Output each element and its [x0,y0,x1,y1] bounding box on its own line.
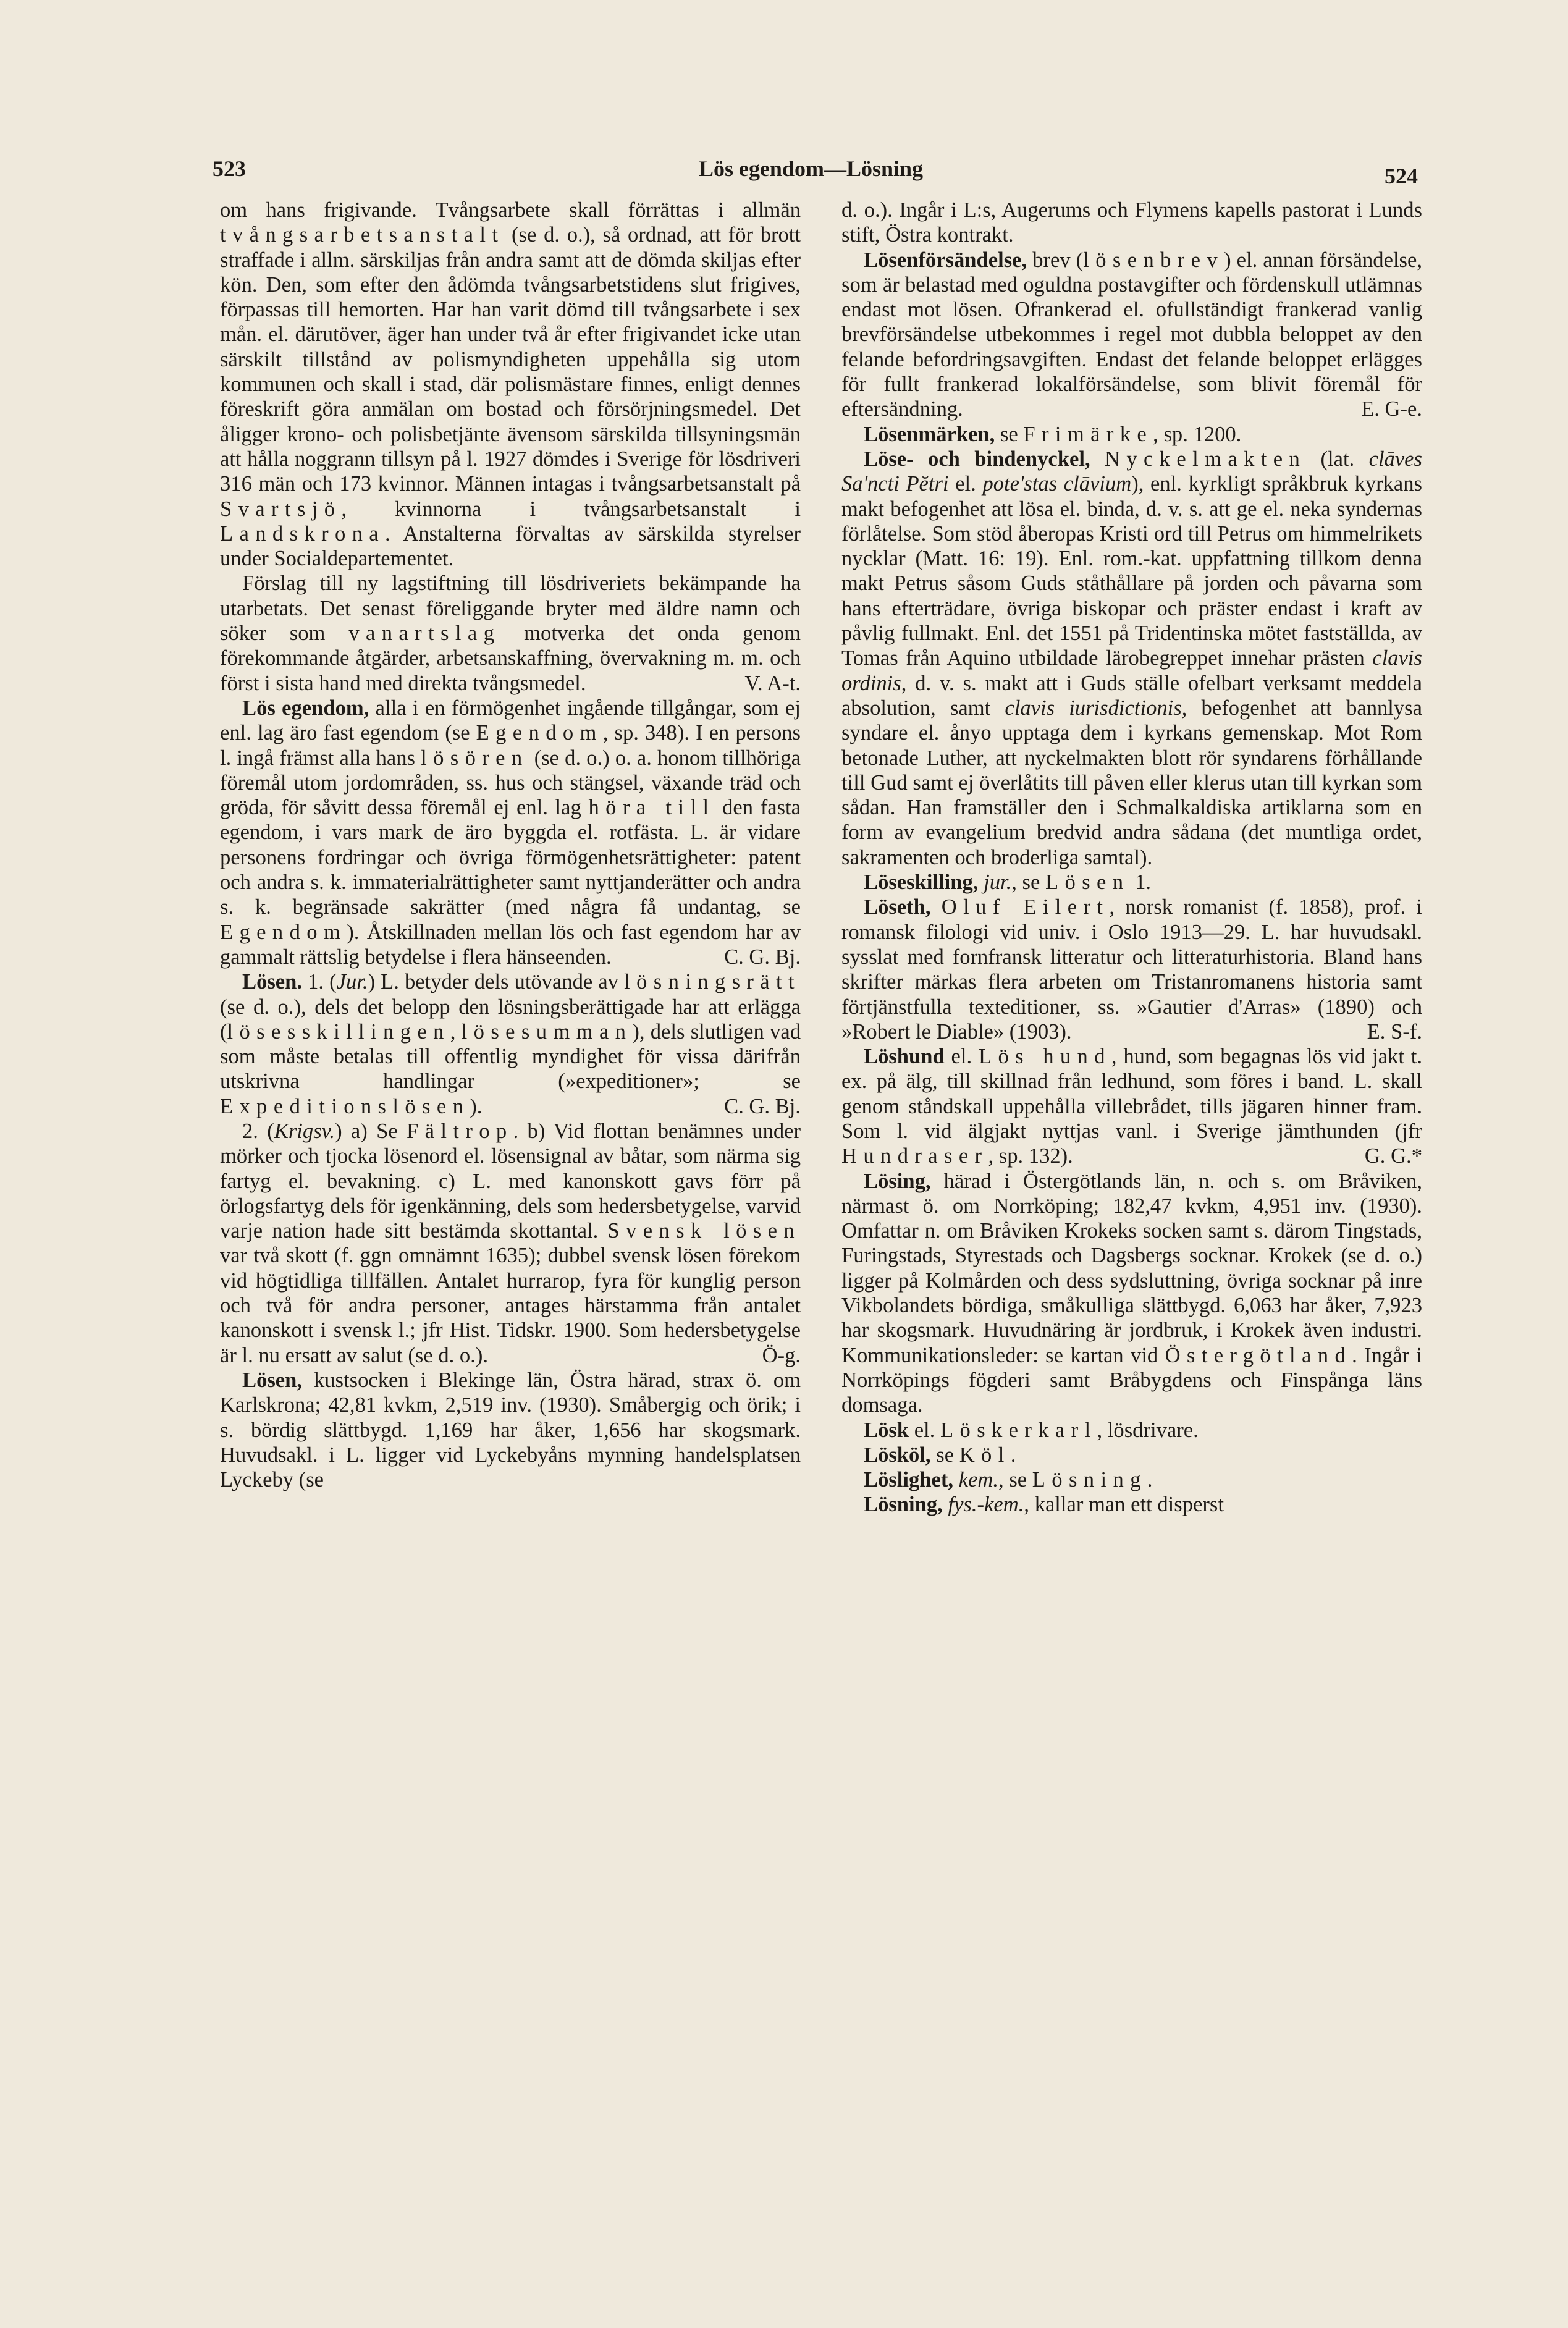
dictionary-entry [220,1368,801,1492]
entry-text: härad i Östergötlands län, n. och s. om Bråviken, närmast ö. om Norrköping; 182,47 kvkm, 4,951 inv. (1930). Omfattar n. om Bråviken Krokeks socken samt s. därom Tingstads, Furingstads, Styrestads och Dagsbergs socknar. Krokek (se d. o.) ligger på Kolmården och dess sydsluttning, övriga socknar på inre Vikbolandets bördiga, småkulliga slättbygd. 6,063 har åker, 7,923 har skogsmark. Huvudnäring är jordbruk, i Krokek även industri. Kommunikationsleder: se kartan vid [841,1169,1422,1367]
spaced-text: Svartsjö [220,497,342,521]
spaced-text: Frimärke [1023,422,1153,446]
spaced-text: vanartslag [348,622,501,646]
spaced-text: Egendom [220,920,347,944]
author-signature: E. G-e. [1361,397,1422,421]
page-header-title: Lös egendom—Lösning [698,156,924,181]
author-signature: C. G. Bj. [724,1094,801,1118]
spaced-text: lösesskillingen [227,1019,450,1044]
entry-text: motverka det onda genom förekommande åtgärder, arbetsanskaffning, övervakning m. m. och först i sista hand med direkta tvångsmedel. [220,622,801,695]
entry-text: ). [470,1094,483,1118]
dictionary-entry [841,198,1422,248]
entry-text: , se [1011,871,1046,895]
spaced-text: Fältrop [407,1119,513,1143]
spaced-text: Oluf Eilert [941,895,1110,919]
dictionary-entry [841,1169,1422,1418]
entry-headword: Lösk [864,1418,909,1442]
entry-headword: Lösen. [242,970,303,994]
entry-text [953,1468,959,1491]
spaced-text: tvångsarbetsanstalt [220,223,505,247]
entry-text: , norsk romanist (f. 1858), prof. i romansk filologi vid univ. i Oslo 1913—29. L. har huvudsakl. sysslat med fornfransk litteratur och litteraturhistoria. Bland hans skrifter märkas flera arbeten om Tristanromanens historia samt förtjänstfulla texteditioner, ss. »Gautier d'Arras» (1890) och »Robert le Diable» (1903). [841,895,1422,1044]
dictionary-entry [220,696,801,969]
entry-text: 1. ( [302,970,337,994]
entry-text: ) el. annan försändelse, som är belastad med oguldna postavgifter och fördenskull utlämnas endast mot lösen. Ofrankerad el. ofullständigt frankerad vanlig brevförsändelse utbekommes i regel mot dubbla beloppet av den felande befordringsavgiften. Endast det felande beloppet erlägges för fullt frankerad lokalförsändelse, som blivit föremål för eftersändning. [841,248,1423,421]
spaced-text: Svensk lösen [607,1219,801,1243]
spaced-text: höra till [588,796,715,820]
dictionary-entry [841,870,1422,895]
italic-text: jur. [984,871,1012,895]
entry-headword: Löslighet, [864,1468,954,1492]
dictionary-entry [220,969,801,1119]
dictionary-entry [841,422,1422,447]
entry-text: ) a) Se [335,1119,407,1143]
page-number-right: 524 [1385,164,1418,188]
entry-text: ), dels slutligen vad som måste betalas till offentlig myndighet för vissa därifrån utskrivna handlingar (»expeditioner»; se [220,1019,801,1094]
entry-text: , hund, som begagnas lös vid jakt t. ex. på älg, till skillnad från ledhund, som föres i band. L. skall genom ståndskall uppehålla villebrådet, tills jägaren hinner fram. Som l. vid älgjakt nyttjas vanl. i Sverige jämthunden (jfr [841,1045,1422,1143]
spaced-text: lösesumman [461,1019,633,1044]
italic-text: kem. [958,1468,999,1492]
spaced-text: Hundraser [841,1144,988,1168]
author-signature: Ö-g. [762,1343,801,1367]
entry-headword: Löseth, [864,895,931,919]
entry-text: (se d. o.) o. a. honom tillhöriga föremål utom jordområden, ss. hus och stängsel, växande träd och gröda, för såvitt dessa föremål ej enl. lag [220,746,801,820]
entry-text: . Anstalterna förvaltas av särskilda styrelser under Socialdepartementet. [220,521,801,571]
entry-text: ) L. betyder dels utövande av [368,970,625,994]
entry-headword: Lösen, [242,1368,303,1392]
entry-text [978,871,984,894]
entry-headword: Löseskilling, [864,871,979,895]
entry-text: (se d. o.), så ordnad, att för brott straffade i allm. särskiljas från andra samt att de dömda skiljas efter kön. Den, som efter den ådömda tvångsarbetstidens slut frigives, förpassas till hemorten. Har han varit dömd till tvångsarbete i sex mån. el. därutöver, äger han under två år efter frigivandet icke utan särskilt tillstånd av polismyndigheten uppehålla sig utom kommunen och skall i stad, där polismästare finnes, enligt dennes föreskrift göra anmälan om bostad och försörjningsmedel. Det åligger krono- och polisbetjänte ävensom särskilda tillsyningsmän att hålla noggrann tillsyn på l. 1927 dömdes i Sverige för lösdriveri 316 män och 173 kvinnor. Männen intagas i tvångsarbetsanstalt på [220,223,801,496]
spaced-text: Lös hund [978,1045,1111,1069]
entry-headword: Lösenmärken, [864,422,995,446]
entry-text: . b) Vid flottan benämnes under mörker och tjocka lösenord el. lösensignal av båtar, som närma sig fartyg el. bevakning. c) L. med kanonskott gavs förr på örlogsfartyg dels för igenkänning, dels som hedersbetygelse, varvid varje nation hade sitt bestämda skottantal. [220,1119,801,1243]
entry-text: se [995,422,1024,446]
entry-text: 1. [1129,871,1151,895]
entry-text: , [450,1019,462,1044]
entry-text: , sp. 132). [988,1144,1073,1168]
entry-text: el. [948,472,983,496]
dictionary-entry [841,1418,1422,1443]
entry-text: . Ingår i Norrköpings fögderi samt Bråbygdens och Finspånga läns domsaga. [841,1343,1423,1417]
entry-text: ). Åtskillnaden mellan lös och fast egendom har av gammalt rättslig betydelse i flera hänseenden. [220,920,801,969]
entry-text: var två skott (f. ggn omnämnt 1635); dubbel svensk lösen förekom vid högtidliga tillfällen. Antalet hurrarop, fyra för kunglig person och två för andra personer, antages härstamma från antalet kanonskott i svensk l.; jfr Hist. Tidskr. 1900. Som hedersbetygelse är l. nu ersatt av salut (se d. o.). [220,1244,801,1367]
entry-text: (se d. o.), dels det belopp den lösningsberättigade har att erlägga ( [220,995,801,1044]
entry-headword: Lösning, [864,1493,943,1517]
dictionary-entry [841,1443,1422,1467]
entry-text: kustsocken i Blekinge län, Östra härad, strax ö. om Karlskrona; 42,81 kvkm, 2,519 inv. (1930). Småbergig och örik; i s. bördig slättbygd. 1,169 har åker, 1,656 har skogsmark. Huvudsakl. i L. ligger vid Lyckebyåns mynning handelsplatsen Lyckeby (se [220,1368,801,1492]
spaced-text: Expeditionslösen [220,1094,470,1118]
entry-headword: Lös egendom, [242,696,369,720]
spaced-text: Lösen [1045,871,1130,895]
entry-text: , kvinnorna i tvångsarbetsanstalt i [341,497,801,521]
entry-text: den fasta egendom, i vars mark de äro byggda el. rotfästa. L. är vidare personens fordringar och övriga förmögenhetsrättigheter: patent och andra s. k. immaterialrättigheter samt nyttjanderätter och andra s. k. begränsade sakrätter (med några få undantag, se [220,796,801,919]
left-column [220,198,801,1492]
entry-text: d. o.). Ingår i L:s, Augerums och Flymens kapells pastorat i Lunds stift, Östra kontrakt. [841,198,1422,247]
dictionary-entry [841,1492,1422,1517]
entry-text [1090,447,1105,471]
italic-text: clavis ordinis [841,646,1422,695]
italic-text: pote'stas clāvium [982,472,1132,496]
entry-text: , sp. 348). I en persons l. ingå främst alla hans [220,721,801,770]
entry-text: ), enl. kyrkligt språkbruk kyrkans makt befogenhet att lösa el. binda, d. v. s. att ge el. neka syndernas förlåtelse. Som stöd åberopas Kristi ord till Petrus om himmelrikets nycklar (Matt. 16: 19). Enl. rom.-kat. uppfattning tillkom denna makt Petrus såsom Guds ståthållare på jorden och påvarna som hans efterträdare, övriga biskopar och präster endast i kraft av påvlig fullmakt. Enl. det 1551 på Tridentinska mötet fastställda, av Tomas från Aquino utbildade lärobegreppet innehar prästen [841,472,1423,670]
dictionary-entry [841,895,1422,1044]
entry-text: , befogenhet att bannlysa syndare el. ånyo upptaga dem i kyrkans gemenskap. Mot Rom betonade Luther, att nyckelmakten blott rör syndarens förhållande till Gud samt ej överlåtits till påven eller klerus utan till kyrkan som sådan. Han framställer den i Schmalkaldiska artiklarna som en form av evangelium bredvid andra sådana (det muntliga ordet, sakramenten och broderliga samtal). [841,696,1422,869]
page-number-left: 523 [213,156,246,181]
italic-text: clavis iurisdictionis [1005,696,1182,720]
spaced-text: Egendom [476,721,603,745]
spaced-text: Lösning [1032,1468,1147,1492]
entry-headword: Lösenförsändelse, [864,248,1027,272]
dictionary-entry [841,1467,1422,1492]
entry-headword: Lösköl, [864,1443,931,1467]
spaced-text: Östergötland [1165,1343,1352,1367]
entry-text: , lösdrivare. [1097,1418,1199,1442]
dictionary-entry [220,571,801,695]
entry-text [931,895,942,919]
spaced-text: Löskerkarl [940,1418,1097,1442]
author-signature: E. S-f. [1367,1019,1422,1044]
right-column [841,198,1422,1517]
entry-text: om hans frigivande. Tvångsarbete skall förrättas i allmän [220,198,801,222]
italic-text: Krigsv. [274,1119,335,1143]
spaced-text: Landskrona [220,521,386,546]
entry-headword: Löshund [864,1045,945,1069]
entry-text: , d. v. s. makt att i Guds ställe ofelbart verksamt meddela absolution, samt [841,671,1422,720]
author-signature: G. G.* [1364,1144,1422,1168]
author-signature: V. A-t. [744,671,801,695]
entry-headword: Lösing, [864,1169,931,1193]
author-signature: C. G. Bj. [724,945,801,969]
entry-text: , sp. 1200. [1153,422,1242,446]
italic-text: fys.-kem. [948,1493,1024,1517]
spaced-text: lösningsrätt [624,970,801,994]
spaced-text: Köl [959,1443,1011,1467]
running-head [204,156,1418,193]
spaced-text: Nyckelmakten [1104,447,1307,471]
entry-text: 2. ( [242,1119,274,1143]
entry-headword: Löse- och bindenyckel, [864,447,1090,471]
entry-text: , se [998,1468,1032,1492]
italic-text: Jur. [336,970,368,994]
spaced-text: lösenbrev [1083,248,1224,272]
dictionary-entry [841,1044,1422,1168]
entry-text: Förslag till ny lagstiftning till lösdriveriets bekämpande ha utarbetats. Det senast föreliggande bryter med äldre namn och söker som [220,571,801,646]
entry-text: el. [944,1045,979,1069]
italic-text: clāves Sa'ncti Pĕtri [841,447,1422,496]
dictionary-entry [841,248,1422,422]
entry-text: (lat. [1306,447,1369,471]
entry-text: brev ( [1027,248,1084,272]
entry-text: el. [909,1418,940,1442]
entry-text: . [1010,1443,1016,1467]
entry-text: . [1147,1468,1153,1492]
spaced-text: lösören [421,746,529,770]
dictionary-entry [841,447,1422,870]
entry-text: se [930,1443,959,1467]
entry-text: alla i en förmögenhet ingående tillgångar, som ej enl. lag äro fast egendom (se [220,696,801,745]
dictionary-entry [220,198,801,571]
dictionary-entry [220,1119,801,1368]
entry-text: , kallar man ett disperst [1024,1493,1224,1517]
